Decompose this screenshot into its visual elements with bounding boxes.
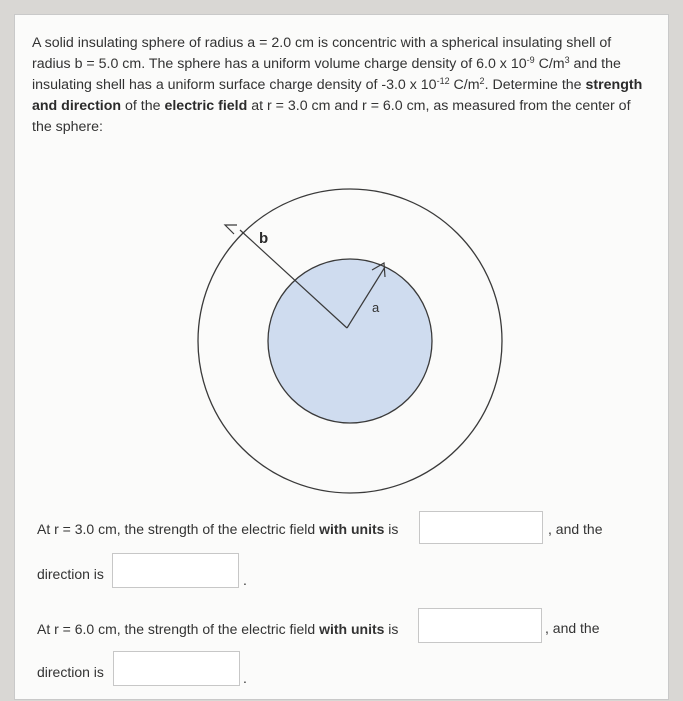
q2-strength-input[interactable] (418, 608, 542, 643)
question-page (14, 14, 669, 700)
radius-b-arrowhead (225, 225, 237, 234)
q1-period: . (243, 572, 247, 588)
q1-strength-label: At r = 3.0 cm, the strength of the electric field with units is (37, 521, 399, 537)
q1-direction-input[interactable] (112, 553, 239, 588)
q2-and-the: , and the (545, 620, 600, 636)
problem-statement: A solid insulating sphere of radius a = 2.0 cm is concentric with a spherical insulating shell of radius b = 5.0 cm. The sphere has a uniform volume charge density of 6.0 x $10^{-9}$ $C/m^3$ and the insulating shell has a uniform surface charge density of -3.0 x $10^{-12}$ $C/m^2$. Determine the strength and direction of the electric field at r = 3.0 cm and r = 6.0 cm, as measured from the center of the sphere: (32, 35, 643, 135)
q1-strength-input[interactable] (419, 511, 543, 544)
q2-direction-label: direction is (37, 664, 104, 680)
label-b: b (259, 230, 269, 247)
inner-sphere (268, 259, 432, 423)
q2-strength-label: At r = 6.0 cm, the strength of the electric field with units is (37, 621, 399, 637)
q1-and-the: , and the (548, 521, 603, 537)
q1-direction-label: direction is (37, 566, 104, 582)
label-a: a (372, 300, 380, 315)
q2-direction-input[interactable] (113, 651, 240, 686)
sphere-diagram (15, 15, 670, 701)
q2-period: . (243, 670, 247, 686)
